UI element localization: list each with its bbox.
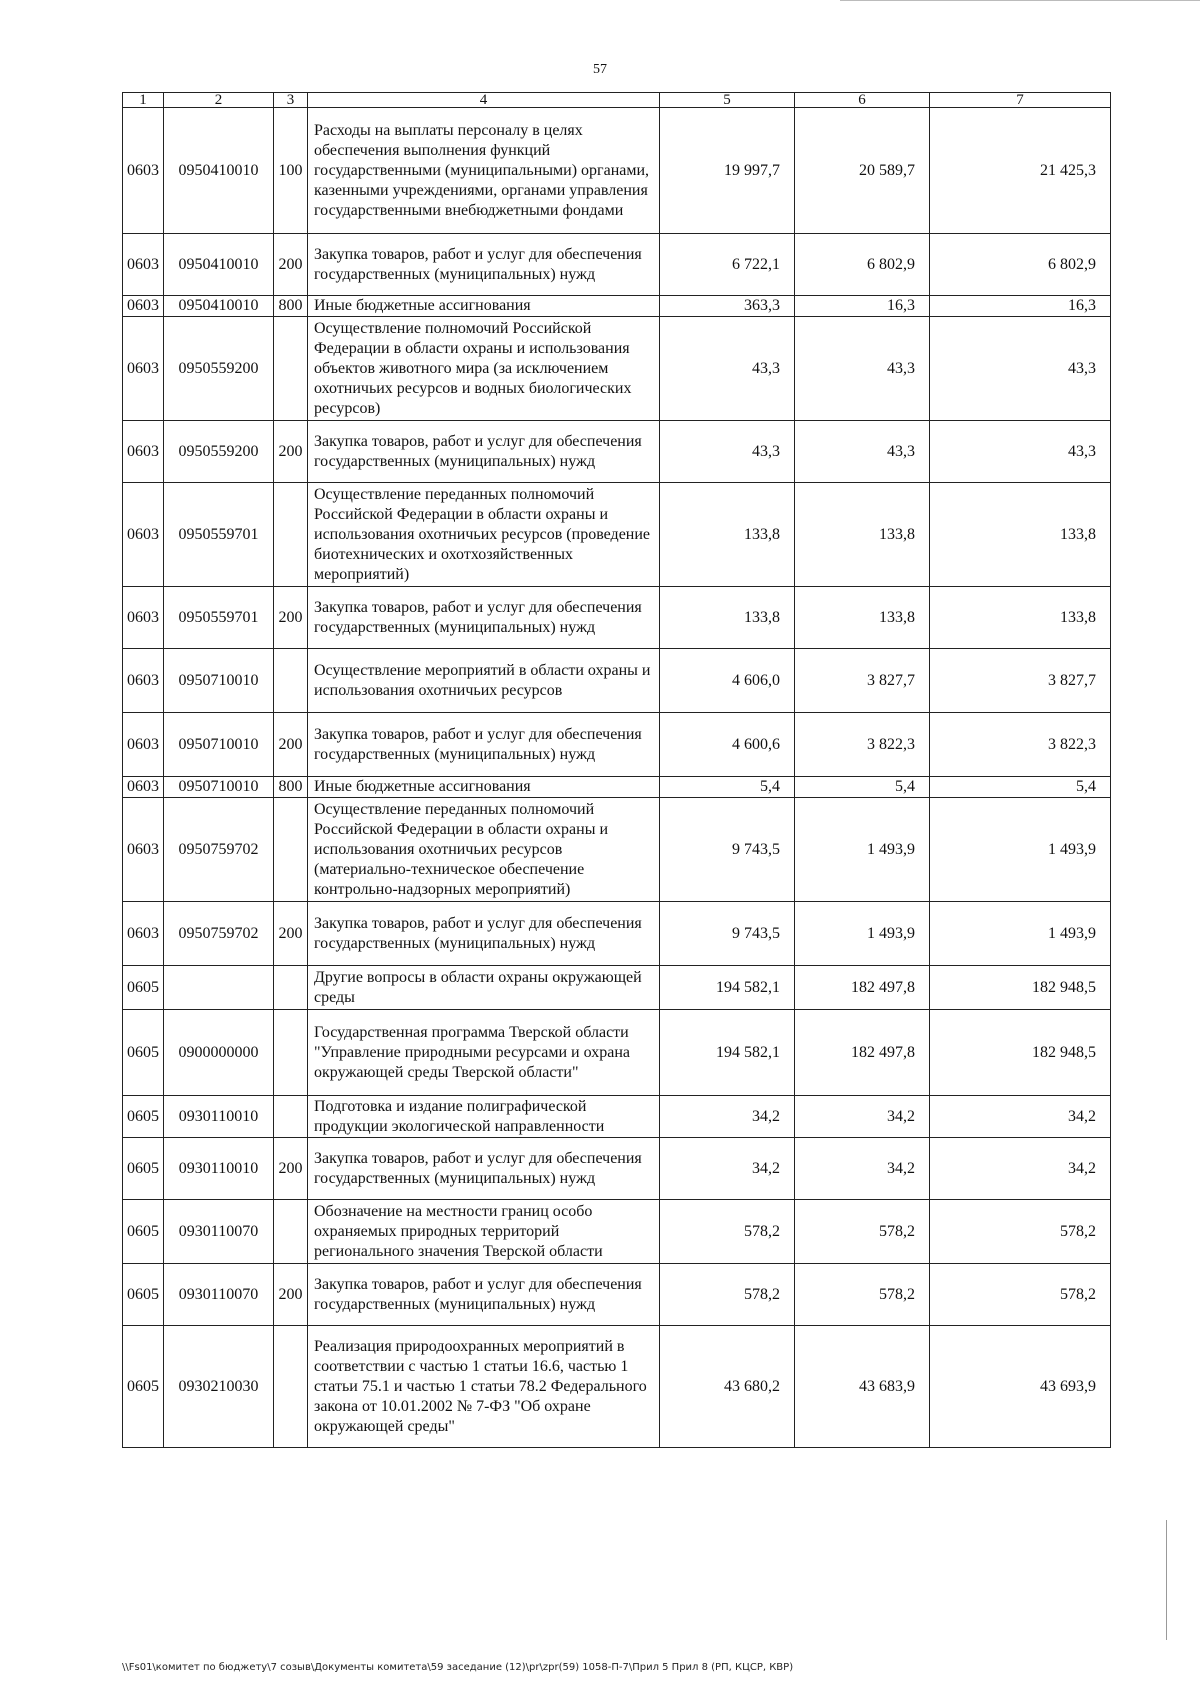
description-cell: Осуществление мероприятий в области охраны и использования охотничьих ресурсов (308, 649, 660, 713)
target-article-cell: 0950410010 (164, 296, 274, 317)
target-article-cell: 0930110070 (164, 1264, 274, 1326)
section-code-cell: 0605 (123, 1138, 164, 1200)
expense-type-cell: 200 (274, 421, 308, 483)
amount-year3-cell: 34,2 (930, 1138, 1111, 1200)
description-cell: Иные бюджетные ассигнования (308, 296, 660, 317)
amount-year1-cell: 194 582,1 (660, 966, 795, 1010)
amount-year2-cell: 3 822,3 (795, 713, 930, 777)
amount-year1-cell: 194 582,1 (660, 1010, 795, 1096)
table-row (123, 483, 1111, 587)
description-cell: Реализация природоохранных мероприятий в соответствии с частью 1 статьи 16.6, частью 1 статьи 75.1 и частью 1 статьи 78.2 Федерального закона от 10.01.2002 № 7-ФЗ "Об охране окружающей среды" (308, 1326, 660, 1448)
amount-year2-cell: 578,2 (795, 1200, 930, 1264)
amount-year2-cell: 3 827,7 (795, 649, 930, 713)
amount-year1-cell: 4 600,6 (660, 713, 795, 777)
expense-type-cell (274, 798, 308, 902)
amount-year2-cell: 20 589,7 (795, 108, 930, 234)
target-article-cell: 0950759702 (164, 902, 274, 966)
description-cell: Осуществление полномочий Российской Федерации в области охраны и использования объектов животного мира (за исключением охотничьих ресурсов и водных биологических ресурсов) (308, 317, 660, 421)
expense-type-cell: 200 (274, 1138, 308, 1200)
section-code-cell: 0603 (123, 108, 164, 234)
description-cell: Закупка товаров, работ и услуг для обеспечения государственных (муниципальных) нужд (308, 713, 660, 777)
section-code-cell: 0603 (123, 421, 164, 483)
table-row (123, 1326, 1111, 1448)
amount-year3-cell: 43 693,9 (930, 1326, 1111, 1448)
amount-year3-cell: 1 493,9 (930, 798, 1111, 902)
scan-artifact (1166, 1520, 1167, 1640)
page-number: 57 (593, 62, 607, 77)
expense-type-cell (274, 1096, 308, 1138)
section-code-cell: 0605 (123, 1200, 164, 1264)
table-row (123, 649, 1111, 713)
amount-year2-cell: 34,2 (795, 1138, 930, 1200)
description-cell: Другие вопросы в области охраны окружающей среды (308, 966, 660, 1010)
target-article-cell: 0950559701 (164, 587, 274, 649)
section-code-cell: 0603 (123, 777, 164, 798)
amount-year1-cell: 133,8 (660, 587, 795, 649)
description-cell: Обозначение на местности границ особо охраняемых природных территорий регионального значения Тверской области (308, 1200, 660, 1264)
expense-type-cell (274, 1010, 308, 1096)
target-article-cell: 0950710010 (164, 649, 274, 713)
amount-year3-cell: 21 425,3 (930, 108, 1111, 234)
amount-year3-cell: 3 827,7 (930, 649, 1111, 713)
amount-year1-cell: 9 743,5 (660, 902, 795, 966)
table-row (123, 902, 1111, 966)
table-row (123, 317, 1111, 421)
table-row (123, 777, 1111, 798)
table-row (123, 421, 1111, 483)
amount-year3-cell: 3 822,3 (930, 713, 1111, 777)
table-row (123, 798, 1111, 902)
header-cell: 7 (930, 93, 1111, 108)
table-row (123, 713, 1111, 777)
section-code-cell: 0603 (123, 234, 164, 296)
section-code-cell: 0605 (123, 1264, 164, 1326)
amount-year2-cell: 43,3 (795, 317, 930, 421)
expense-type-cell: 200 (274, 234, 308, 296)
expense-type-cell: 200 (274, 1264, 308, 1326)
expense-type-cell: 800 (274, 777, 308, 798)
amount-year1-cell: 5,4 (660, 777, 795, 798)
amount-year2-cell: 16,3 (795, 296, 930, 317)
table-header-row (123, 93, 1111, 108)
table-row (123, 1010, 1111, 1096)
description-cell: Государственная программа Тверской области "Управление природными ресурсами и охрана окружающей среды Тверской области" (308, 1010, 660, 1096)
target-article-cell: 0900000000 (164, 1010, 274, 1096)
table-row (123, 966, 1111, 1010)
scan-artifact (840, 0, 1200, 1)
amount-year1-cell: 9 743,5 (660, 798, 795, 902)
section-code-cell: 0605 (123, 1010, 164, 1096)
amount-year3-cell: 6 802,9 (930, 234, 1111, 296)
target-article-cell: 0930210030 (164, 1326, 274, 1448)
target-article-cell: 0950710010 (164, 777, 274, 798)
table-row (123, 108, 1111, 234)
amount-year2-cell: 182 497,8 (795, 1010, 930, 1096)
section-code-cell: 0603 (123, 587, 164, 649)
header-cell: 2 (164, 93, 274, 108)
amount-year1-cell: 43,3 (660, 317, 795, 421)
file-path-footer: \\Fs01\комитет по бюджету\7 созыв\Документы комитета\59 заседание (12)\pr\zpr(59) 1058-П-7\Прил 5 Прил 8 (РП, КЦСР, КВР) (122, 1662, 794, 1673)
description-cell: Расходы на выплаты персоналу в целях обеспечения выполнения функций государственными (муниципальными) органами, казенными учреждениями, органами управления государственными внебюджетными фондами (308, 108, 660, 234)
amount-year3-cell: 133,8 (930, 483, 1111, 587)
target-article-cell: 0930110010 (164, 1096, 274, 1138)
section-code-cell: 0605 (123, 1326, 164, 1448)
amount-year1-cell: 6 722,1 (660, 234, 795, 296)
section-code-cell: 0605 (123, 966, 164, 1010)
amount-year3-cell: 1 493,9 (930, 902, 1111, 966)
budget-table (122, 92, 1111, 1448)
amount-year3-cell: 133,8 (930, 587, 1111, 649)
header-cell: 6 (795, 93, 930, 108)
expense-type-cell (274, 649, 308, 713)
amount-year1-cell: 133,8 (660, 483, 795, 587)
amount-year1-cell: 363,3 (660, 296, 795, 317)
amount-year2-cell: 133,8 (795, 587, 930, 649)
expense-type-cell (274, 483, 308, 587)
target-article-cell: 0930110070 (164, 1200, 274, 1264)
section-code-cell: 0603 (123, 483, 164, 587)
amount-year3-cell: 578,2 (930, 1200, 1111, 1264)
expense-type-cell: 800 (274, 296, 308, 317)
amount-year1-cell: 34,2 (660, 1096, 795, 1138)
expense-type-cell (274, 317, 308, 421)
amount-year1-cell: 34,2 (660, 1138, 795, 1200)
amount-year2-cell: 1 493,9 (795, 902, 930, 966)
description-cell: Осуществление переданных полномочий Российской Федерации в области охраны и использования охотничьих ресурсов (материально-техническое обеспечение контрольно-надзорных мероприятий) (308, 798, 660, 902)
amount-year2-cell: 43 683,9 (795, 1326, 930, 1448)
header-cell: 4 (308, 93, 660, 108)
table-row (123, 1138, 1111, 1200)
description-cell: Закупка товаров, работ и услуг для обеспечения государственных (муниципальных) нужд (308, 421, 660, 483)
description-cell: Осуществление переданных полномочий Российской Федерации в области охраны и использования охотничьих ресурсов (проведение биотехнических и охотхозяйственных мероприятий) (308, 483, 660, 587)
header-cell: 1 (123, 93, 164, 108)
expense-type-cell: 200 (274, 902, 308, 966)
amount-year1-cell: 4 606,0 (660, 649, 795, 713)
target-article-cell: 0930110010 (164, 1138, 274, 1200)
target-article-cell: 0950410010 (164, 234, 274, 296)
amount-year1-cell: 43,3 (660, 421, 795, 483)
amount-year1-cell: 578,2 (660, 1200, 795, 1264)
section-code-cell: 0603 (123, 798, 164, 902)
target-article-cell: 0950410010 (164, 108, 274, 234)
description-cell: Подготовка и издание полиграфической продукции экологической направленности (308, 1096, 660, 1138)
target-article-cell: 0950559200 (164, 421, 274, 483)
amount-year3-cell: 43,3 (930, 317, 1111, 421)
header-cell: 3 (274, 93, 308, 108)
amount-year3-cell: 182 948,5 (930, 1010, 1111, 1096)
target-article-cell: 0950559200 (164, 317, 274, 421)
amount-year2-cell: 43,3 (795, 421, 930, 483)
header-cell: 5 (660, 93, 795, 108)
amount-year3-cell: 43,3 (930, 421, 1111, 483)
amount-year1-cell: 19 997,7 (660, 108, 795, 234)
expense-type-cell (274, 1200, 308, 1264)
section-code-cell: 0603 (123, 296, 164, 317)
table-row (123, 1096, 1111, 1138)
amount-year2-cell: 6 802,9 (795, 234, 930, 296)
target-article-cell: 0950710010 (164, 713, 274, 777)
amount-year2-cell: 133,8 (795, 483, 930, 587)
amount-year2-cell: 578,2 (795, 1264, 930, 1326)
description-cell: Закупка товаров, работ и услуг для обеспечения государственных (муниципальных) нужд (308, 902, 660, 966)
section-code-cell: 0603 (123, 902, 164, 966)
expense-type-cell: 200 (274, 587, 308, 649)
amount-year2-cell: 5,4 (795, 777, 930, 798)
section-code-cell: 0603 (123, 317, 164, 421)
amount-year2-cell: 182 497,8 (795, 966, 930, 1010)
section-code-cell: 0603 (123, 649, 164, 713)
description-cell: Закупка товаров, работ и услуг для обеспечения государственных (муниципальных) нужд (308, 587, 660, 649)
table-row (123, 587, 1111, 649)
section-code-cell: 0605 (123, 1096, 164, 1138)
expense-type-cell: 100 (274, 108, 308, 234)
amount-year1-cell: 43 680,2 (660, 1326, 795, 1448)
target-article-cell: 0950759702 (164, 798, 274, 902)
target-article-cell (164, 966, 274, 1010)
description-cell: Закупка товаров, работ и услуг для обеспечения государственных (муниципальных) нужд (308, 1264, 660, 1326)
description-cell: Закупка товаров, работ и услуг для обеспечения государственных (муниципальных) нужд (308, 1138, 660, 1200)
table-row (123, 1200, 1111, 1264)
section-code-cell: 0603 (123, 713, 164, 777)
expense-type-cell (274, 966, 308, 1010)
expense-type-cell (274, 1326, 308, 1448)
amount-year2-cell: 34,2 (795, 1096, 930, 1138)
amount-year1-cell: 578,2 (660, 1264, 795, 1326)
table-row (123, 234, 1111, 296)
description-cell: Закупка товаров, работ и услуг для обеспечения государственных (муниципальных) нужд (308, 234, 660, 296)
description-cell: Иные бюджетные ассигнования (308, 777, 660, 798)
amount-year2-cell: 1 493,9 (795, 798, 930, 902)
table-row (123, 1264, 1111, 1326)
amount-year3-cell: 34,2 (930, 1096, 1111, 1138)
amount-year3-cell: 16,3 (930, 296, 1111, 317)
expense-type-cell: 200 (274, 713, 308, 777)
amount-year3-cell: 182 948,5 (930, 966, 1111, 1010)
table-row (123, 296, 1111, 317)
target-article-cell: 0950559701 (164, 483, 274, 587)
amount-year3-cell: 5,4 (930, 777, 1111, 798)
amount-year3-cell: 578,2 (930, 1264, 1111, 1326)
